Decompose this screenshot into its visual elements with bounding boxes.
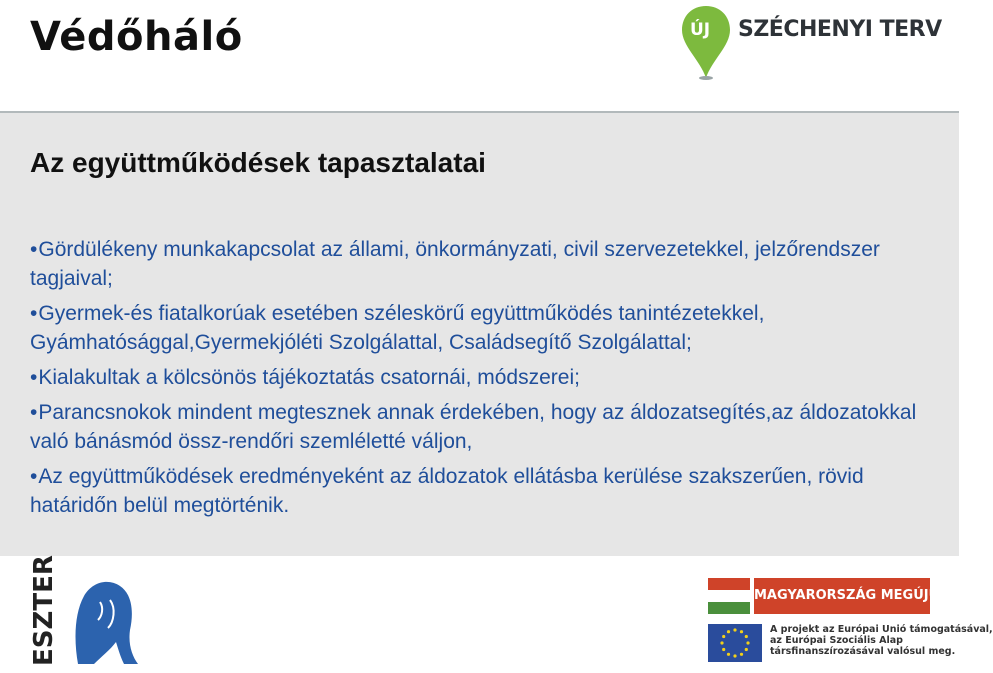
- szechenyi-terv-logo: [680, 4, 940, 84]
- logo-brand: SZÉCHENYI TERV: [738, 17, 942, 42]
- profile-silhouette-icon: [76, 582, 138, 664]
- list-item: • Parancsnokok mindent megtesznek annak érdekében, hogy az áldozatsegítés,az áldozatokkal való bánásmód össz-rendőri szemléletté váljon,: [30, 398, 945, 456]
- eu-text-line: az Európai Szociális Alap: [770, 635, 903, 646]
- list-item: • Gördülékeny munkakapcsolat az állami, önkormányzati, civil szervezetekkel, jelzőrendszer tagjaival;: [30, 235, 945, 293]
- location-pin-icon: [680, 4, 732, 80]
- list-item: • Kialakultak a kölcsönös tájékoztatás csatornái, módszerei;: [30, 363, 945, 392]
- logo-badge: ÚJ: [690, 20, 711, 40]
- eszter-logo-graphic: [28, 555, 148, 668]
- section-heading: Az együttműködések tapasztalatai: [30, 147, 486, 178]
- eu-flag-icon: [708, 624, 762, 662]
- list-item: • Az együttműködések eredményeként az áldozatok ellátásba kerülése szakszerűen, rövid határidőn belül megtörténik.: [30, 462, 945, 520]
- list-item: • Gyermek-és fiatalkorúak esetében széleskörű együttműködés tanintézetekkel, Gyámhatósággal,Gyermekjóléti Szolgálattal, Családsegítő Szolgálattal;: [30, 299, 945, 357]
- content-panel: [0, 113, 959, 556]
- page-title: Védőháló: [30, 14, 243, 60]
- bullet-list: [30, 235, 945, 526]
- eu-text-line: társfinanszírozásával valósul meg.: [770, 646, 956, 657]
- magyarorszag-megujul-banner: MAGYARORSZÁG MEGÚJUL: [754, 578, 930, 614]
- eu-text-line: A projekt az Európai Unió támogatásával,: [770, 624, 993, 635]
- eszter-logo-text: ESZTER: [29, 555, 59, 666]
- eszter-logo: [28, 555, 148, 668]
- hungarian-flag-icon: [708, 578, 750, 614]
- funding-logos: [708, 574, 993, 666]
- eu-funding-text: [770, 624, 993, 657]
